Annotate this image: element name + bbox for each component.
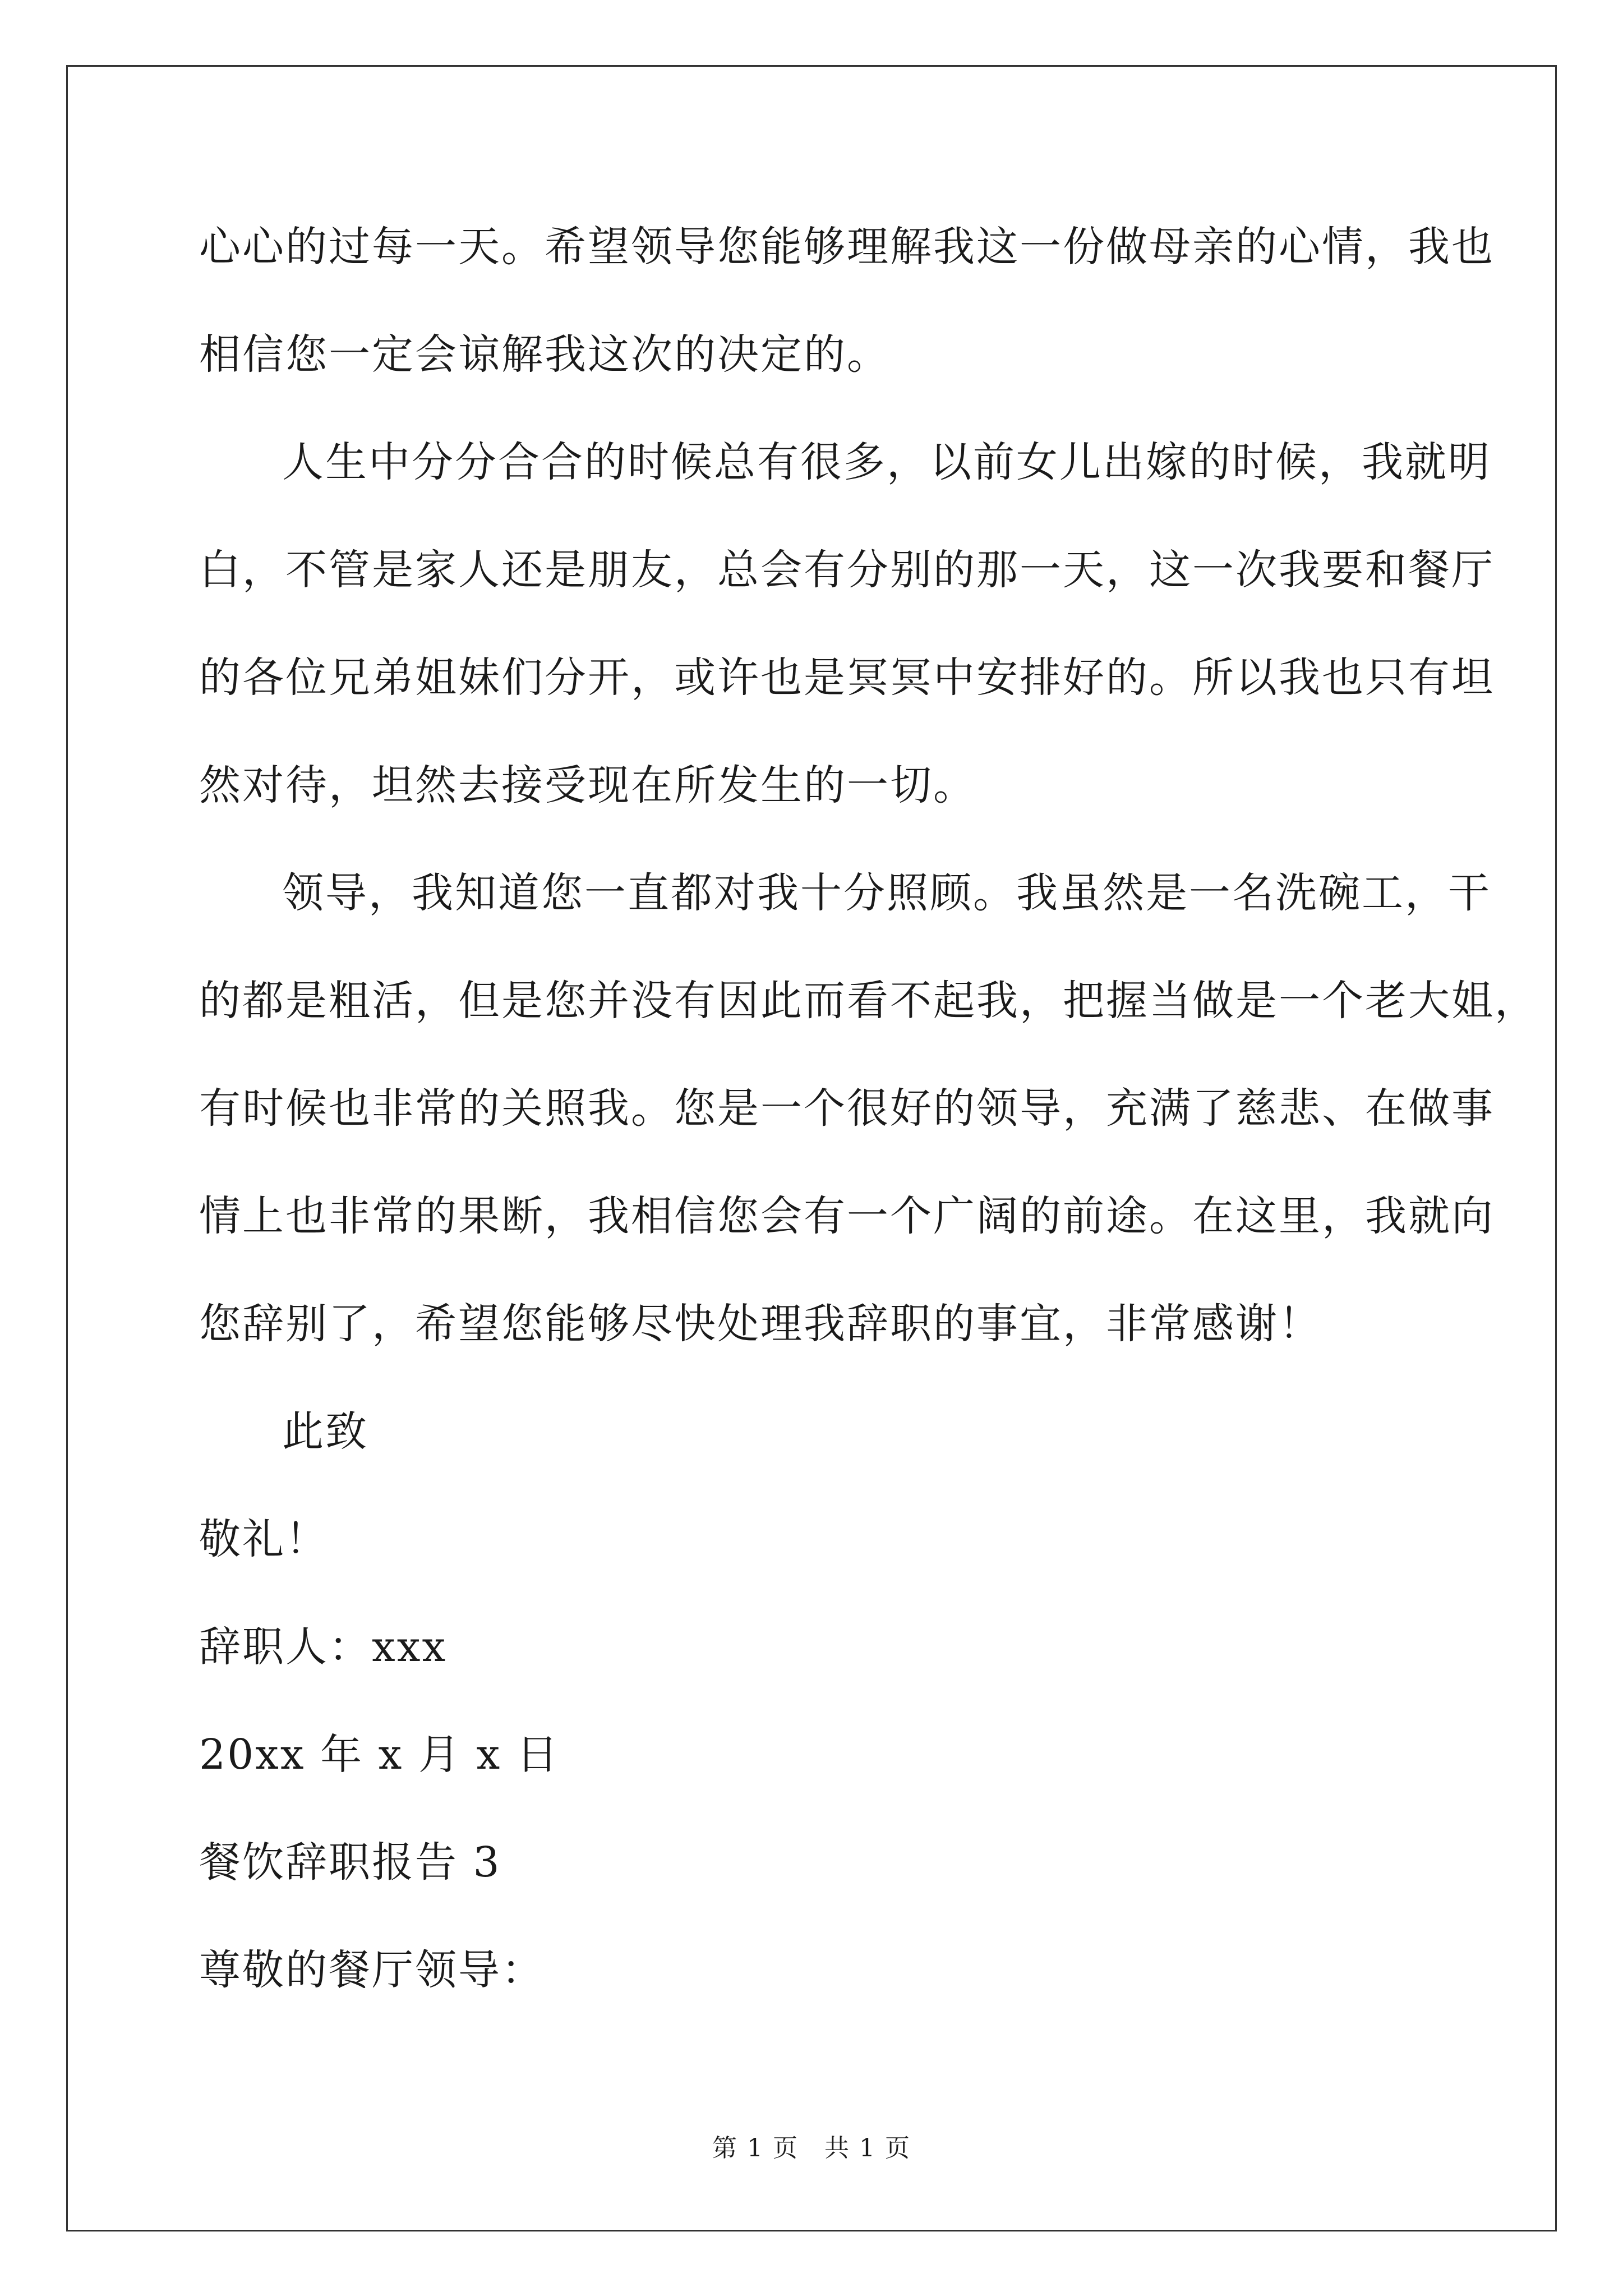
paragraph-line: 然对待，坦然去接受现在所发生的一切。 — [199, 761, 976, 809]
section-title: 餐饮辞职报告 3 — [199, 1838, 501, 1887]
closing-regards: 敬礼！ — [199, 1515, 329, 1563]
greeting: 尊敬的餐厅领导： — [199, 1946, 545, 1994]
paragraph-line: 的都是粗活，但是您并没有因此而看不起我，把握当做是一个老大姐， — [199, 977, 1538, 1025]
paragraph-line: 领导，我知道您一直都对我十分照顾。我虽然是一名洗碗工，干 — [282, 869, 1491, 917]
paragraph-line: 有时候也非常的关照我。您是一个很好的领导，充满了慈悲、在做事 — [199, 1084, 1495, 1133]
page-number-total: 共 1 页 — [824, 2134, 911, 2162]
paragraph-line: 您辞别了，希望您能够尽快处理我辞职的事宜，非常感谢！ — [199, 1300, 1322, 1348]
page-border — [66, 65, 1557, 2231]
paragraph-line: 情上也非常的果断，我相信您会有一个广阔的前途。在这里，我就向 — [199, 1192, 1495, 1240]
signature-date: 20xx 年 x 月 x 日 — [199, 1731, 560, 1779]
paragraph-line: 白，不管是家人还是朋友，总会有分别的那一天，这一次我要和餐厅 — [199, 546, 1495, 594]
signer-name: 辞职人：xxx — [199, 1623, 448, 1671]
paragraph-line: 心心的过每一天。希望领导您能够理解我这一份做母亲的心情，我也 — [199, 223, 1495, 271]
closing-salutation: 此致 — [282, 1407, 368, 1456]
paragraph-line: 人生中分分合合的时候总有很多，以前女儿出嫁的时候，我就明 — [282, 438, 1491, 486]
paragraph-line: 相信您一定会谅解我这次的决定的。 — [199, 330, 890, 379]
paragraph-line: 的各位兄弟姐妹们分开，或许也是冥冥中安排好的。所以我也只有坦 — [199, 654, 1495, 702]
page-footer — [0, 2132, 1623, 2165]
page-number-current: 第 1 页 — [712, 2134, 799, 2162]
